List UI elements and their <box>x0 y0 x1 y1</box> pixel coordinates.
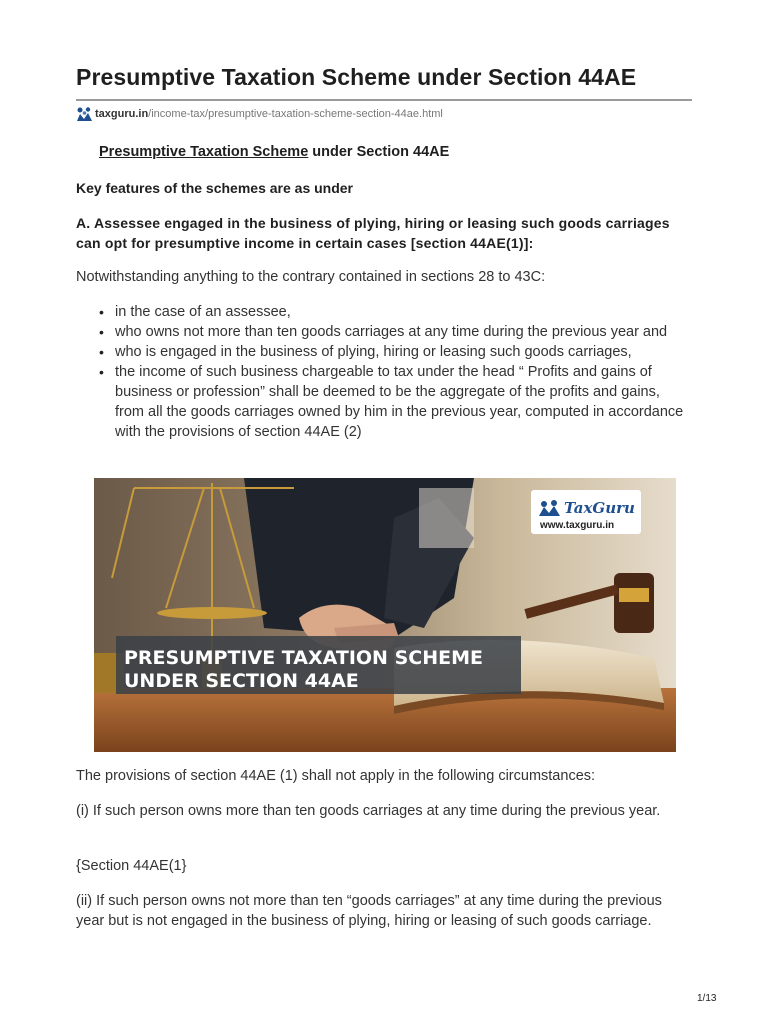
source-domain-link[interactable]: taxguru.in <box>95 108 149 120</box>
source-path: /income-tax/presumptive-taxation-scheme-section-44ae.html <box>148 108 443 120</box>
banner-line-2: UNDER SECTION 44AE <box>124 670 359 692</box>
subtitle-link[interactable]: Presumptive Taxation Scheme <box>99 144 309 160</box>
title-divider <box>76 99 692 101</box>
paragraph-circumstances: The provisions of section 44AE (1) shall not apply in the following circumstances: <box>76 768 596 784</box>
banner-line-1: PRESUMPTIVE TAXATION SCHEME <box>124 647 483 669</box>
subtitle-rest: under Section 44AE <box>308 144 450 160</box>
list-item: • who is engaged in the business of plying, hiring or leasing such goods carriages, <box>115 342 692 362</box>
source-line <box>76 105 443 123</box>
intro-paragraph: Notwithstanding anything to the contrary contained in sections 28 to 43C: <box>76 269 546 285</box>
brand-url: www.taxguru.in <box>540 520 615 531</box>
article-subtitle <box>99 144 449 160</box>
page-number: 1/13 <box>697 993 717 1004</box>
paragraph-section-ref: {Section 44AE(1} <box>76 858 187 874</box>
list-item: • who owns not more than ten goods carriages at any time during the previous year and <box>115 322 692 342</box>
key-features-heading: Key features of the schemes are as under <box>76 180 354 196</box>
list-item: • in the case of an assessee, <box>115 302 692 322</box>
paragraph-condition-1: (i) If such person owns more than ten goods carriages at any time during the previous year. <box>76 803 661 819</box>
features-list <box>76 302 692 442</box>
taxguru-logo-icon <box>76 106 93 123</box>
page-title: Presumptive Taxation Scheme under Section 44AE <box>76 64 637 90</box>
section-a-heading: A. Assessee engaged in the business of plying, hiring or leasing such goods carriages can opt for presumptive income in certain cases [section 44AE(1)]: <box>76 215 670 251</box>
brand-name: TaxGuru <box>564 499 635 517</box>
list-item: • the income of such business chargeable to tax under the head “ Profits and gains of business or profession” shall be deemed to be the aggregate of the profits and gains, from all the goods carriages owned by him in the previous year, computed in accordance with the provisions of section 44AE (2) <box>115 362 692 442</box>
paragraph-condition-2: (ii) If such person owns not more than ten “goods carriages” at any time during the previous year but is not engaged in the business of plying, hiring or leasing of such goods carriage. <box>76 893 662 929</box>
hero-illustration <box>94 478 676 752</box>
article-hero-image <box>94 478 676 752</box>
